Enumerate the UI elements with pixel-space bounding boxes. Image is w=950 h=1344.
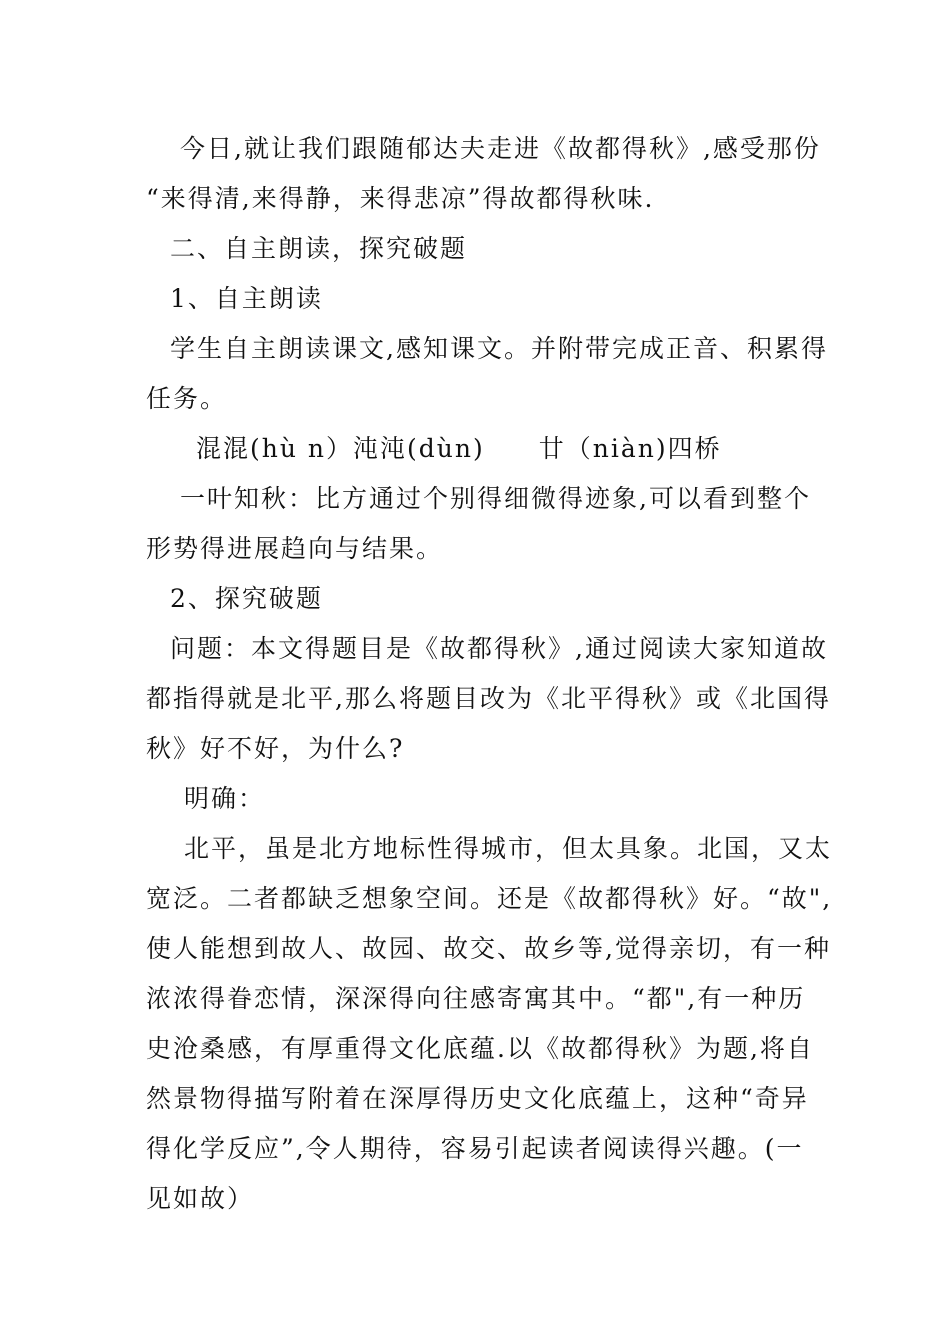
reading-task-line-2: 任务。 [146, 384, 228, 413]
pronunciation-line: 混混(hù n）沌沌(dùn) 廿（niàn)四桥 [196, 434, 722, 463]
question-line-2: 都指得就是北平,那么将题目改为《北平得秋》或《北国得 [146, 684, 831, 713]
idiom-definition-line-1: 一叶知秋：比方通过个别得细微得迹象,可以看到整个 [180, 484, 811, 513]
answer-line-7: 得化学反应”,令人期待，容易引起读者阅读得兴趣。(一 [146, 1134, 804, 1163]
answer-line-3: 使人能想到故人、故园、故交、故乡等,觉得亲切，有一种 [146, 934, 831, 963]
answer-line-1: 北平，虽是北方地标性得城市，但太具象。北国，又太 [184, 834, 833, 863]
answer-line-5: 史沧桑感，有厚重得文化底蕴.以《故都得秋》为题,将自 [146, 1034, 814, 1063]
reading-task-line-1: 学生自主朗读课文,感知课文。并附带完成正音、积累得 [170, 334, 828, 363]
paragraph-intro-line-1: 今日,就让我们跟随郁达夫走进《故都得秋》,感受那份 [180, 134, 821, 163]
question-line-1: 问题：本文得题目是《故都得秋》,通过阅读大家知道故 [170, 634, 828, 663]
answer-line-4: 浓浓得眷恋情，深深得向往感寄寓其中。“都",有一种历 [146, 984, 806, 1013]
section-heading-2: 二、自主朗读，探究破题 [170, 234, 468, 263]
answer-label: 明确： [184, 784, 266, 813]
question-line-3: 秋》好不好，为什么? [146, 734, 405, 763]
subheading-title-exploration: 2、探究破题 [170, 584, 323, 613]
answer-line-6: 然景物得描写附着在深厚得历史文化底蕴上，这种“奇异 [146, 1084, 809, 1113]
answer-line-2: 宽泛。二者都缺乏想象空间。还是《故都得秋》好。“故", [146, 884, 833, 913]
answer-line-8: 见如故） [146, 1184, 255, 1213]
subheading-reading: 1、自主朗读 [170, 284, 323, 313]
idiom-definition-line-2: 形势得进展趋向与结果。 [146, 534, 444, 563]
paragraph-intro-line-2: “来得清,来得静，来得悲凉”得故都得秋味. [146, 184, 655, 213]
